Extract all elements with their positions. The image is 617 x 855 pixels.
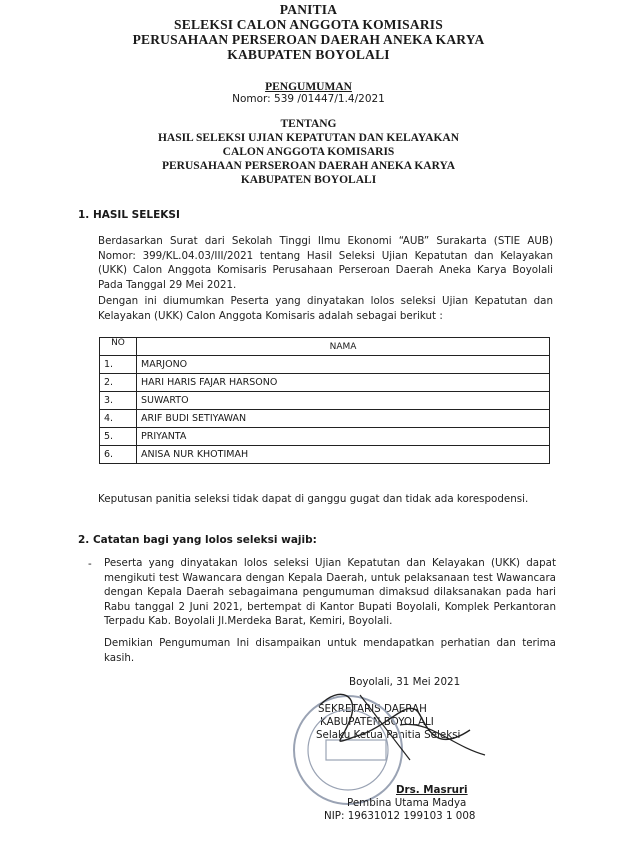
- row-name: MARJONO: [137, 356, 550, 374]
- row-name: ARIF BUDI SETIYAWAN: [137, 410, 550, 428]
- header-line-3: PERUSAHAAN PERSEROAN DAERAH ANEKA KARYA: [132, 32, 485, 47]
- table-row: [100, 446, 550, 464]
- row-number: 2.: [100, 374, 137, 392]
- announcement-title-2: CALON ANGGOTA KOMISARIS: [222, 146, 395, 158]
- signature-role-2: KABUPATEN BOYOLALI: [320, 716, 434, 728]
- row-name: SUWARTO: [137, 392, 550, 410]
- section-1-paragraph-1: Berdasarkan Surat dari Sekolah Tinggi Ilmu Ekonomi “AUB” Surakarta (STIE AUB) Nomor: 399/KL.04.03/III/2021 tentang Hasil Seleksi Ujian Kepatutan dan Kelayakan (UKK) Calon Anggota Komisaris Perusahaan Perseroan Daerah Aneka Karya Boyolali Pada Tanggal 29 Mei 2021.: [98, 235, 553, 291]
- handwritten-signature-icon: [300, 675, 500, 775]
- signature-role-1: SEKRETARIS DAERAH: [318, 703, 427, 715]
- table-row: [100, 392, 550, 410]
- header-line-1: PANITIA: [279, 2, 338, 17]
- table-row: [100, 374, 550, 392]
- row-number: 6.: [100, 446, 137, 464]
- announcement-title-1: HASIL SELEKSI UJIAN KEPATUTAN DAN KELAYAKAN: [157, 132, 460, 144]
- signatory-nip: NIP: 19631012 199103 1 008: [324, 810, 476, 822]
- header-line-4: KABUPATEN BOYOLALI: [227, 47, 390, 62]
- table-header-row: [100, 338, 550, 356]
- row-number: 4.: [100, 410, 137, 428]
- row-name: HARI HARIS FAJAR HARSONO: [137, 374, 550, 392]
- section-1-paragraph-3: Keputusan panitia seleksi tidak dapat di ganggu gugat dan tidak ada korespodensi.: [98, 493, 529, 505]
- section-2-title: 2. Catatan bagi yang lolos seleksi wajib:: [78, 534, 317, 546]
- table-row: [100, 428, 550, 446]
- row-number: 3.: [100, 392, 137, 410]
- section-2-paragraph-1: Peserta yang dinyatakan lolos seleksi Ujian Kepatutan dan Kelayakan (UKK) dapat mengikuti test Wawancara dengan Kepala Daerah, untuk pelaksanaan test Wawancara dengan Kepala Daerah sebagaimana pengumuman dimaksud dilaksanakan pada hari Rabu tanggal 2 Juni 2021, bertempat di Kantor Bupati Boyolali, Komplek Perkantoran Terpadu Kab. Boyolali Jl.Merdeka Barat, Kemiri, Boyolali.: [104, 557, 556, 627]
- signature-place-date: Boyolali, 31 Mei 2021: [349, 676, 461, 688]
- announcement-number: Nomor: 539 /01447/1.4/2021: [232, 93, 385, 105]
- section-1-title: 1. HASIL SELEKSI: [78, 209, 180, 221]
- announcement-title-4: KABUPATEN BOYOLALI: [240, 174, 377, 186]
- row-name: ANISA NUR KHOTIMAH: [137, 446, 550, 464]
- row-name: PRIYANTA: [137, 428, 550, 446]
- announcement-about: TENTANG: [280, 118, 337, 130]
- row-number: 1.: [100, 356, 137, 374]
- header-line-2: SELEKSI CALON ANGGOTA KOMISARIS: [174, 17, 443, 32]
- column-header-no: NO: [100, 338, 137, 356]
- announcement-label: PENGUMUMAN: [265, 81, 352, 93]
- column-header-name: NAMA: [137, 338, 550, 356]
- signatory-rank: Pembina Utama Madya: [347, 797, 467, 809]
- announcement-title-3: PERUSAHAAN PERSEROAN DAERAH ANEKA KARYA: [161, 160, 456, 172]
- signature-role-3: Selaku Ketua Panitia Seleksi: [316, 729, 461, 741]
- table-row: [100, 356, 550, 374]
- bullet-dash: -: [88, 558, 92, 570]
- section-2-paragraph-2: Demikian Pengumuman Ini disampaikan untuk mendapatkan perhatian dan terima kasih.: [104, 637, 556, 664]
- section-1-paragraph-2: Dengan ini diumumkan Peserta yang dinyatakan lolos seleksi Ujian Kepatutan dan Kelayakan (UKK) Calon Anggota Komisaris adalah sebagai berikut :: [98, 295, 553, 322]
- row-number: 5.: [100, 428, 137, 446]
- table-row: [100, 410, 550, 428]
- signatory-name: Drs. Masruri: [396, 784, 468, 796]
- results-table: [99, 337, 550, 464]
